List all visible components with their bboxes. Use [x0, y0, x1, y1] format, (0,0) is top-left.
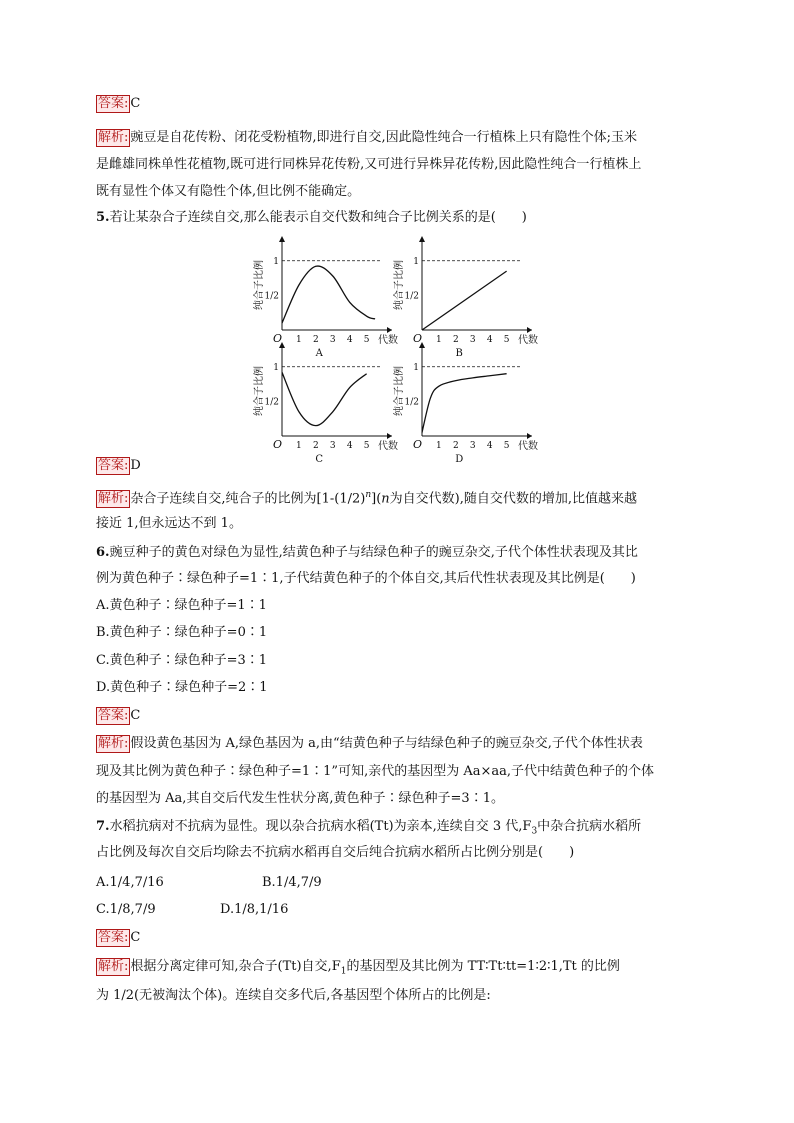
q6-analysis-line-2: 现及其比例为黄色种子∶绿色种子=1∶1”可知,亲代的基因型为 Aa×aa,子代中结黄色种子的个体	[96, 764, 655, 779]
q7-option-d: D.1/8,1/16	[220, 902, 289, 917]
q7-option-b: B.1/4,7/9	[262, 875, 322, 890]
origin-label: O	[413, 332, 423, 345]
panel-c	[252, 342, 398, 465]
subscript-1: 1	[340, 966, 347, 977]
x-tick-label: 1	[436, 441, 442, 451]
panel-a	[252, 236, 398, 359]
analysis-text-post: 的基因型及其比例为 TT∶Tt∶tt=1∶2∶1,Tt 的比例	[346, 959, 620, 974]
panel-label: C	[315, 454, 324, 465]
answer-tag: 答案:	[98, 96, 129, 111]
answer-value: C	[130, 930, 141, 945]
series-curve	[282, 266, 375, 323]
y-tick-label: 1/2	[264, 397, 279, 408]
y-axis-label: 纯合子比例	[254, 366, 265, 416]
q7-analysis-line-1	[96, 957, 620, 982]
q5-answer-line	[96, 456, 141, 476]
x-tick-label: 4	[486, 335, 493, 345]
x-tick-label: 5	[503, 441, 510, 451]
analysis-tag: 解析:	[98, 736, 129, 751]
q6-stem-line-2: 例为黄色种子∶绿色种子=1∶1,子代结黄色种子的个体自交,其后代性状表现及其比例是( )	[96, 571, 636, 586]
question-text: 若让某杂合子连续自交,那么能表示自交代数和纯合子比例关系的是( )	[109, 210, 527, 225]
q6-option-d: D.黄色种子∶绿色种子=2∶1	[96, 680, 268, 695]
q6-answer-line	[96, 706, 140, 726]
analysis-text: 豌豆是自花传粉、闭花受粉植物,即进行自交,因此隐性纯合一行植株上只有隐性个体;玉米	[130, 130, 638, 145]
origin-label: O	[273, 438, 283, 451]
analysis-tag: 解析:	[98, 491, 129, 507]
x-tick-label: 3	[469, 335, 476, 345]
question-number: 7.	[96, 819, 110, 834]
q7-option-c: C.1/8,7/9	[96, 902, 156, 917]
question-number: 6.	[96, 545, 110, 560]
x-tick-label: 2	[312, 441, 319, 451]
x-axis-label: 代数	[518, 441, 538, 452]
x-tick-label: 1	[436, 335, 442, 345]
q7-option-a: A.1/4,7/16	[96, 875, 164, 890]
y-tick-label: 1	[273, 362, 279, 373]
y-axis-label: 纯合子比例	[394, 260, 405, 310]
y-tick-label: 1/2	[264, 291, 279, 302]
x-tick-label: 3	[329, 441, 336, 451]
y-tick-label: 1/2	[404, 291, 419, 302]
exponent-n: n	[365, 490, 372, 500]
analysis-tag: 解析:	[98, 130, 129, 145]
q6-stem-line-1	[96, 543, 638, 563]
q7-stem-line-1	[96, 817, 641, 842]
x-tick-label: 2	[312, 335, 319, 345]
x-tick-label: 5	[363, 441, 370, 451]
x-tick-label: 4	[486, 441, 493, 451]
q5-analysis-line-1	[96, 485, 637, 509]
q6-analysis-line-1	[96, 734, 643, 754]
q4-analysis-line-1	[96, 128, 637, 148]
q5-analysis-line-2: 接近 1,但永远达不到 1。	[96, 516, 242, 531]
series-curve	[282, 372, 367, 425]
x-tick-label: 5	[503, 335, 510, 345]
question-text-post: 中杂合抗病水稻所	[537, 819, 642, 834]
panel-label: A	[315, 348, 323, 359]
x-tick-label: 5	[363, 335, 370, 345]
series-curve	[422, 271, 507, 330]
y-tick-label: 1	[413, 362, 419, 373]
analysis-text-mid: ](	[371, 491, 382, 507]
analysis-text-pre: 根据分离定律可知,杂合子(Tt)自交,F	[130, 959, 341, 974]
analysis-tag: 解析:	[98, 959, 129, 974]
q4-analysis-line-2: 是雌雄同株单性花植物,既可进行同株异花传粉,又可进行异株异花传粉,因此隐性纯合一行植株上	[96, 157, 642, 172]
subscript-3: 3	[531, 826, 538, 837]
q6-analysis-line-3: 的基因型为 Aa,其自交后代发生性状分离,黄色种子∶绿色种子=3∶1。	[96, 791, 504, 806]
answer-value: C	[130, 708, 141, 723]
q5-figure	[254, 232, 554, 465]
answer-value: C	[130, 96, 141, 111]
x-tick-label: 2	[452, 335, 459, 345]
panel-label: D	[455, 454, 464, 465]
y-axis-label: 纯合子比例	[254, 260, 265, 310]
q7-answer-line	[96, 928, 140, 948]
analysis-text: 假设黄色基因为 A,绿色基因为 a,由“结黄色种子与结绿色种子的豌豆杂交,子代个体性状表	[130, 736, 643, 751]
x-axis-label: 代数	[378, 441, 398, 452]
panel-label: B	[455, 348, 463, 359]
q5-stem	[96, 208, 527, 228]
q4-answer-line	[96, 94, 140, 114]
q6-option-c: C.黄色种子∶绿色种子=3∶1	[96, 653, 268, 668]
series-curve	[422, 374, 507, 433]
y-tick-label: 1	[273, 256, 279, 267]
analysis-text-post: 为自交代数),随自交代数的增加,比值越来越	[389, 491, 637, 507]
x-tick-label: 1	[296, 441, 302, 451]
q7-stem-line-2: 占比例及每次自交后均除去不抗病水稻再自交后纯合抗病水稻所占比例分别是( )	[96, 845, 575, 860]
question-text: 豌豆种子的黄色对绿色为显性,结黄色种子与结绿色种子的豌豆杂交,子代个体性状表现及其比	[109, 545, 638, 560]
y-arrow	[419, 236, 425, 242]
x-arrow	[387, 327, 392, 333]
x-tick-label: 1	[296, 335, 302, 345]
q6-option-a: A.黄色种子∶绿色种子=1∶1	[96, 598, 267, 613]
y-axis-label: 纯合子比例	[394, 366, 405, 416]
answer-tag: 答案:	[98, 458, 129, 473]
y-tick-label: 1/2	[404, 397, 419, 408]
x-axis-label: 代数	[378, 335, 398, 346]
answer-tag: 答案:	[98, 930, 129, 945]
q6-option-b: B.黄色种子∶绿色种子=0∶1	[96, 625, 268, 640]
x-arrow	[527, 327, 532, 333]
y-arrow	[279, 236, 285, 242]
answer-tag: 答案:	[98, 708, 129, 723]
q7-analysis-line-2: 为 1/2(无被淘汰个体)。连续自交多代后,各基因型个体所占的比例是:	[96, 988, 491, 1003]
x-tick-label: 3	[329, 335, 336, 345]
x-arrow	[527, 433, 532, 439]
variable-n: n	[381, 491, 390, 507]
x-tick-label: 2	[452, 441, 459, 451]
q5-charts-svg	[254, 232, 554, 465]
x-tick-label: 3	[469, 441, 476, 451]
question-text-pre: 水稻抗病对不抗病为显性。现以杂合抗病水稻(Tt)为亲本,连续自交 3 代,F	[109, 819, 532, 834]
analysis-text-pre: 杂合子连续自交,纯合子的比例为[1-(1/2)	[130, 491, 366, 507]
x-tick-label: 4	[346, 441, 353, 451]
x-arrow	[387, 433, 392, 439]
y-tick-label: 1	[413, 256, 419, 267]
x-tick-label: 4	[346, 335, 353, 345]
question-number: 5.	[96, 210, 110, 225]
answer-value: D	[130, 458, 141, 473]
origin-label: O	[273, 332, 283, 345]
x-axis-label: 代数	[518, 335, 538, 346]
panel-b	[392, 236, 538, 359]
q4-analysis-line-3: 既有显性个体又有隐性个体,但比例不能确定。	[96, 184, 361, 199]
panel-d	[392, 342, 538, 465]
origin-label: O	[413, 438, 423, 451]
